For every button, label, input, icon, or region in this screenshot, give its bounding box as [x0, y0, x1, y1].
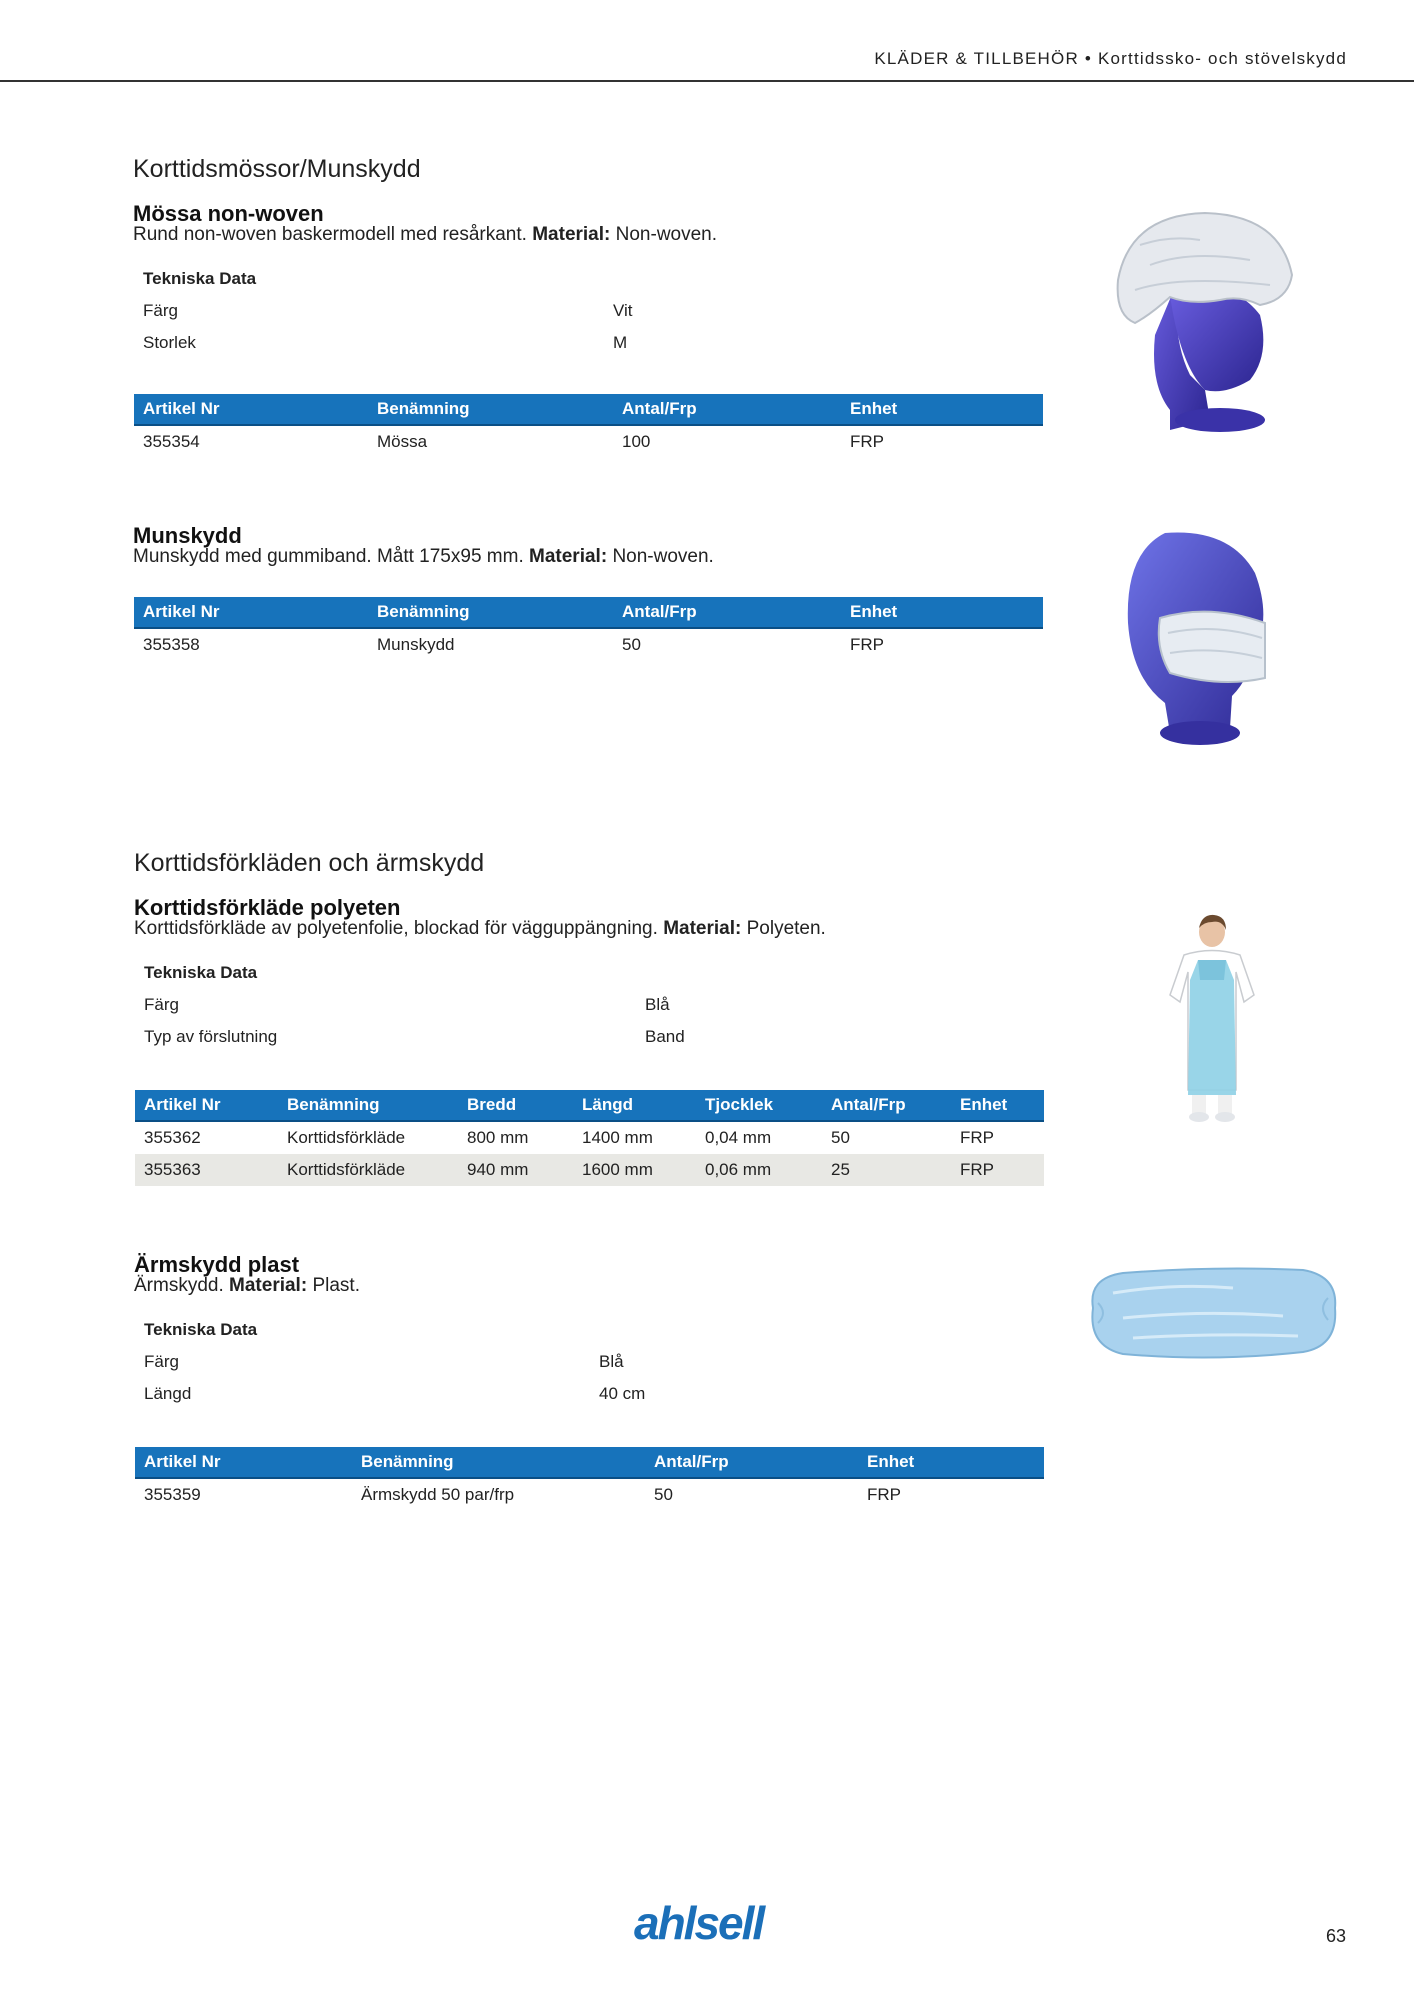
table-row	[134, 628, 1043, 661]
column-header: Artikel Nr	[134, 394, 368, 425]
cell-quantity: 25	[822, 1154, 951, 1186]
tech-label: Längd	[144, 1384, 192, 1403]
column-header: Benämning	[278, 1090, 458, 1121]
cell-quantity: 50	[622, 635, 641, 654]
tech-label: Storlek	[143, 333, 196, 352]
material-value: Non-woven.	[612, 546, 714, 567]
cell-article-nr: 355362	[144, 1128, 201, 1147]
material-value: Non-woven.	[615, 224, 718, 245]
person-wearing-apron-image	[1162, 910, 1262, 1125]
column-header: Antal/Frp	[613, 597, 841, 628]
material-label: Material:	[229, 1275, 308, 1296]
tech-label: Typ av förslutning	[144, 1027, 278, 1046]
product-title-mossa: Mössa non-woven	[133, 201, 324, 226]
product-title-forklade: Korttidsförkläde polyeten	[134, 895, 401, 920]
column-header: Artikel Nr	[135, 1447, 352, 1478]
table-row	[135, 1121, 1044, 1154]
material-value: Plast.	[312, 1275, 360, 1296]
cell-quantity: 50	[654, 1485, 673, 1504]
cell-article-nr: 355359	[144, 1485, 201, 1504]
tech-row	[144, 1021, 1044, 1053]
cell-name: Munskydd	[377, 635, 455, 654]
tech-label: Färg	[143, 301, 178, 320]
column-header: Antal/Frp	[613, 394, 841, 425]
spec-table-munskydd	[134, 597, 1043, 661]
tech-value: 40 cm	[599, 1384, 646, 1403]
column-header: Benämning	[368, 394, 613, 425]
tech-value: Blå	[599, 1352, 624, 1371]
cell-unit: FRP	[960, 1128, 994, 1147]
product-description-armskydd	[134, 1275, 360, 1297]
tech-label: Färg	[144, 995, 179, 1014]
tech-row	[144, 989, 1044, 1021]
column-header: Benämning	[368, 597, 613, 628]
column-header: Antal/Frp	[822, 1090, 951, 1121]
spec-table-forklade	[135, 1090, 1044, 1186]
cell-unit: FRP	[850, 635, 884, 654]
column-header: Artikel Nr	[134, 597, 368, 628]
cell-name: Mössa	[377, 432, 428, 451]
cell-thickness: 0,06 mm	[696, 1154, 822, 1186]
cell-quantity: 50	[831, 1128, 850, 1147]
tech-value: Vit	[613, 301, 633, 320]
cell-article-nr: 355363	[135, 1154, 278, 1186]
table-row	[135, 1478, 1044, 1511]
product-title-munskydd: Munskydd	[133, 523, 242, 548]
breadcrumb	[874, 49, 1347, 69]
tech-row	[144, 1378, 1044, 1410]
breadcrumb-subcategory: Korttidssko- och stövelskydd	[1097, 49, 1347, 68]
product-description-forklade	[134, 918, 826, 940]
cell-name: Korttidsförkläde	[278, 1154, 458, 1186]
cell-unit: FRP	[867, 1485, 901, 1504]
tech-row	[143, 327, 1043, 359]
description-text: Rund non-woven baskermodell med resårkant.	[133, 224, 527, 245]
tech-row	[143, 295, 1043, 327]
tech-data-title: Tekniska Data	[144, 963, 258, 982]
product-title-armskydd: Ärmskydd plast	[134, 1252, 300, 1277]
column-header: Enhet	[841, 394, 1043, 425]
sleeve-protector-image	[1083, 1258, 1341, 1368]
material-value: Polyeten.	[746, 918, 826, 939]
breadcrumb-category: KLÄDER & TILLBEHÖR	[874, 49, 1079, 68]
cell-width: 940 mm	[458, 1154, 573, 1186]
column-header: Enhet	[841, 597, 1043, 628]
cell-name: Ärmskydd 50 par/frp	[361, 1485, 515, 1504]
product-description-mossa	[133, 224, 717, 246]
column-header: Längd	[573, 1090, 696, 1121]
cell-unit: FRP	[951, 1154, 1044, 1186]
table-row	[135, 1154, 1044, 1186]
column-header: Benämning	[352, 1447, 645, 1478]
header-divider	[0, 80, 1414, 82]
column-header: Enhet	[951, 1090, 1044, 1121]
tech-data-mossa	[143, 262, 1043, 359]
column-header: Artikel Nr	[135, 1090, 278, 1121]
page-number: 63	[1326, 1926, 1347, 1946]
cell-quantity: 100	[622, 432, 651, 451]
tech-label: Färg	[144, 1352, 179, 1371]
tech-row	[144, 1346, 1044, 1378]
description-text: Korttidsförkläde av polyetenfolie, blockad för vägguppängning.	[134, 918, 658, 939]
cell-name: Korttidsförkläde	[287, 1128, 406, 1147]
section-title-mossor: Korttidsmössor/Munskydd	[133, 155, 421, 183]
breadcrumb-separator: •	[1084, 49, 1093, 68]
table-row	[134, 425, 1043, 458]
tech-value: M	[613, 333, 628, 352]
cell-length: 1600 mm	[573, 1154, 696, 1186]
section-title-forklade: Korttidsförkläden och ärmskydd	[134, 849, 485, 877]
hairnet-cap-on-head-image	[1110, 205, 1300, 435]
cell-length: 1400 mm	[582, 1128, 653, 1147]
spec-table-armskydd	[135, 1447, 1044, 1511]
column-header: Tjocklek	[696, 1090, 822, 1121]
column-header: Enhet	[858, 1447, 1044, 1478]
description-text: Ärmskydd.	[134, 1275, 224, 1296]
description-text: Munskydd med gummiband. Mått 175x95 mm.	[133, 546, 524, 567]
cell-thickness: 0,04 mm	[705, 1128, 772, 1147]
tech-data-forklade	[144, 956, 1044, 1053]
tech-value: Band	[645, 1027, 685, 1046]
product-description-munskydd	[133, 546, 714, 568]
spec-table-mossa	[134, 394, 1043, 458]
column-header: Bredd	[458, 1090, 573, 1121]
tech-value: Blå	[645, 995, 670, 1014]
face-mask-on-head-image	[1120, 528, 1270, 750]
material-label: Material:	[663, 918, 742, 939]
cell-unit: FRP	[850, 432, 884, 451]
cell-width: 800 mm	[467, 1128, 529, 1147]
cell-article-nr: 355354	[143, 432, 200, 451]
tech-data-title: Tekniska Data	[143, 269, 257, 288]
material-label: Material:	[532, 224, 611, 245]
ahlsell-logo: ahlsell	[634, 1897, 764, 1949]
column-header: Antal/Frp	[645, 1447, 858, 1478]
tech-data-armskydd	[144, 1313, 1044, 1410]
material-label: Material:	[529, 546, 608, 567]
tech-data-title: Tekniska Data	[144, 1320, 258, 1339]
cell-article-nr: 355358	[143, 635, 200, 654]
